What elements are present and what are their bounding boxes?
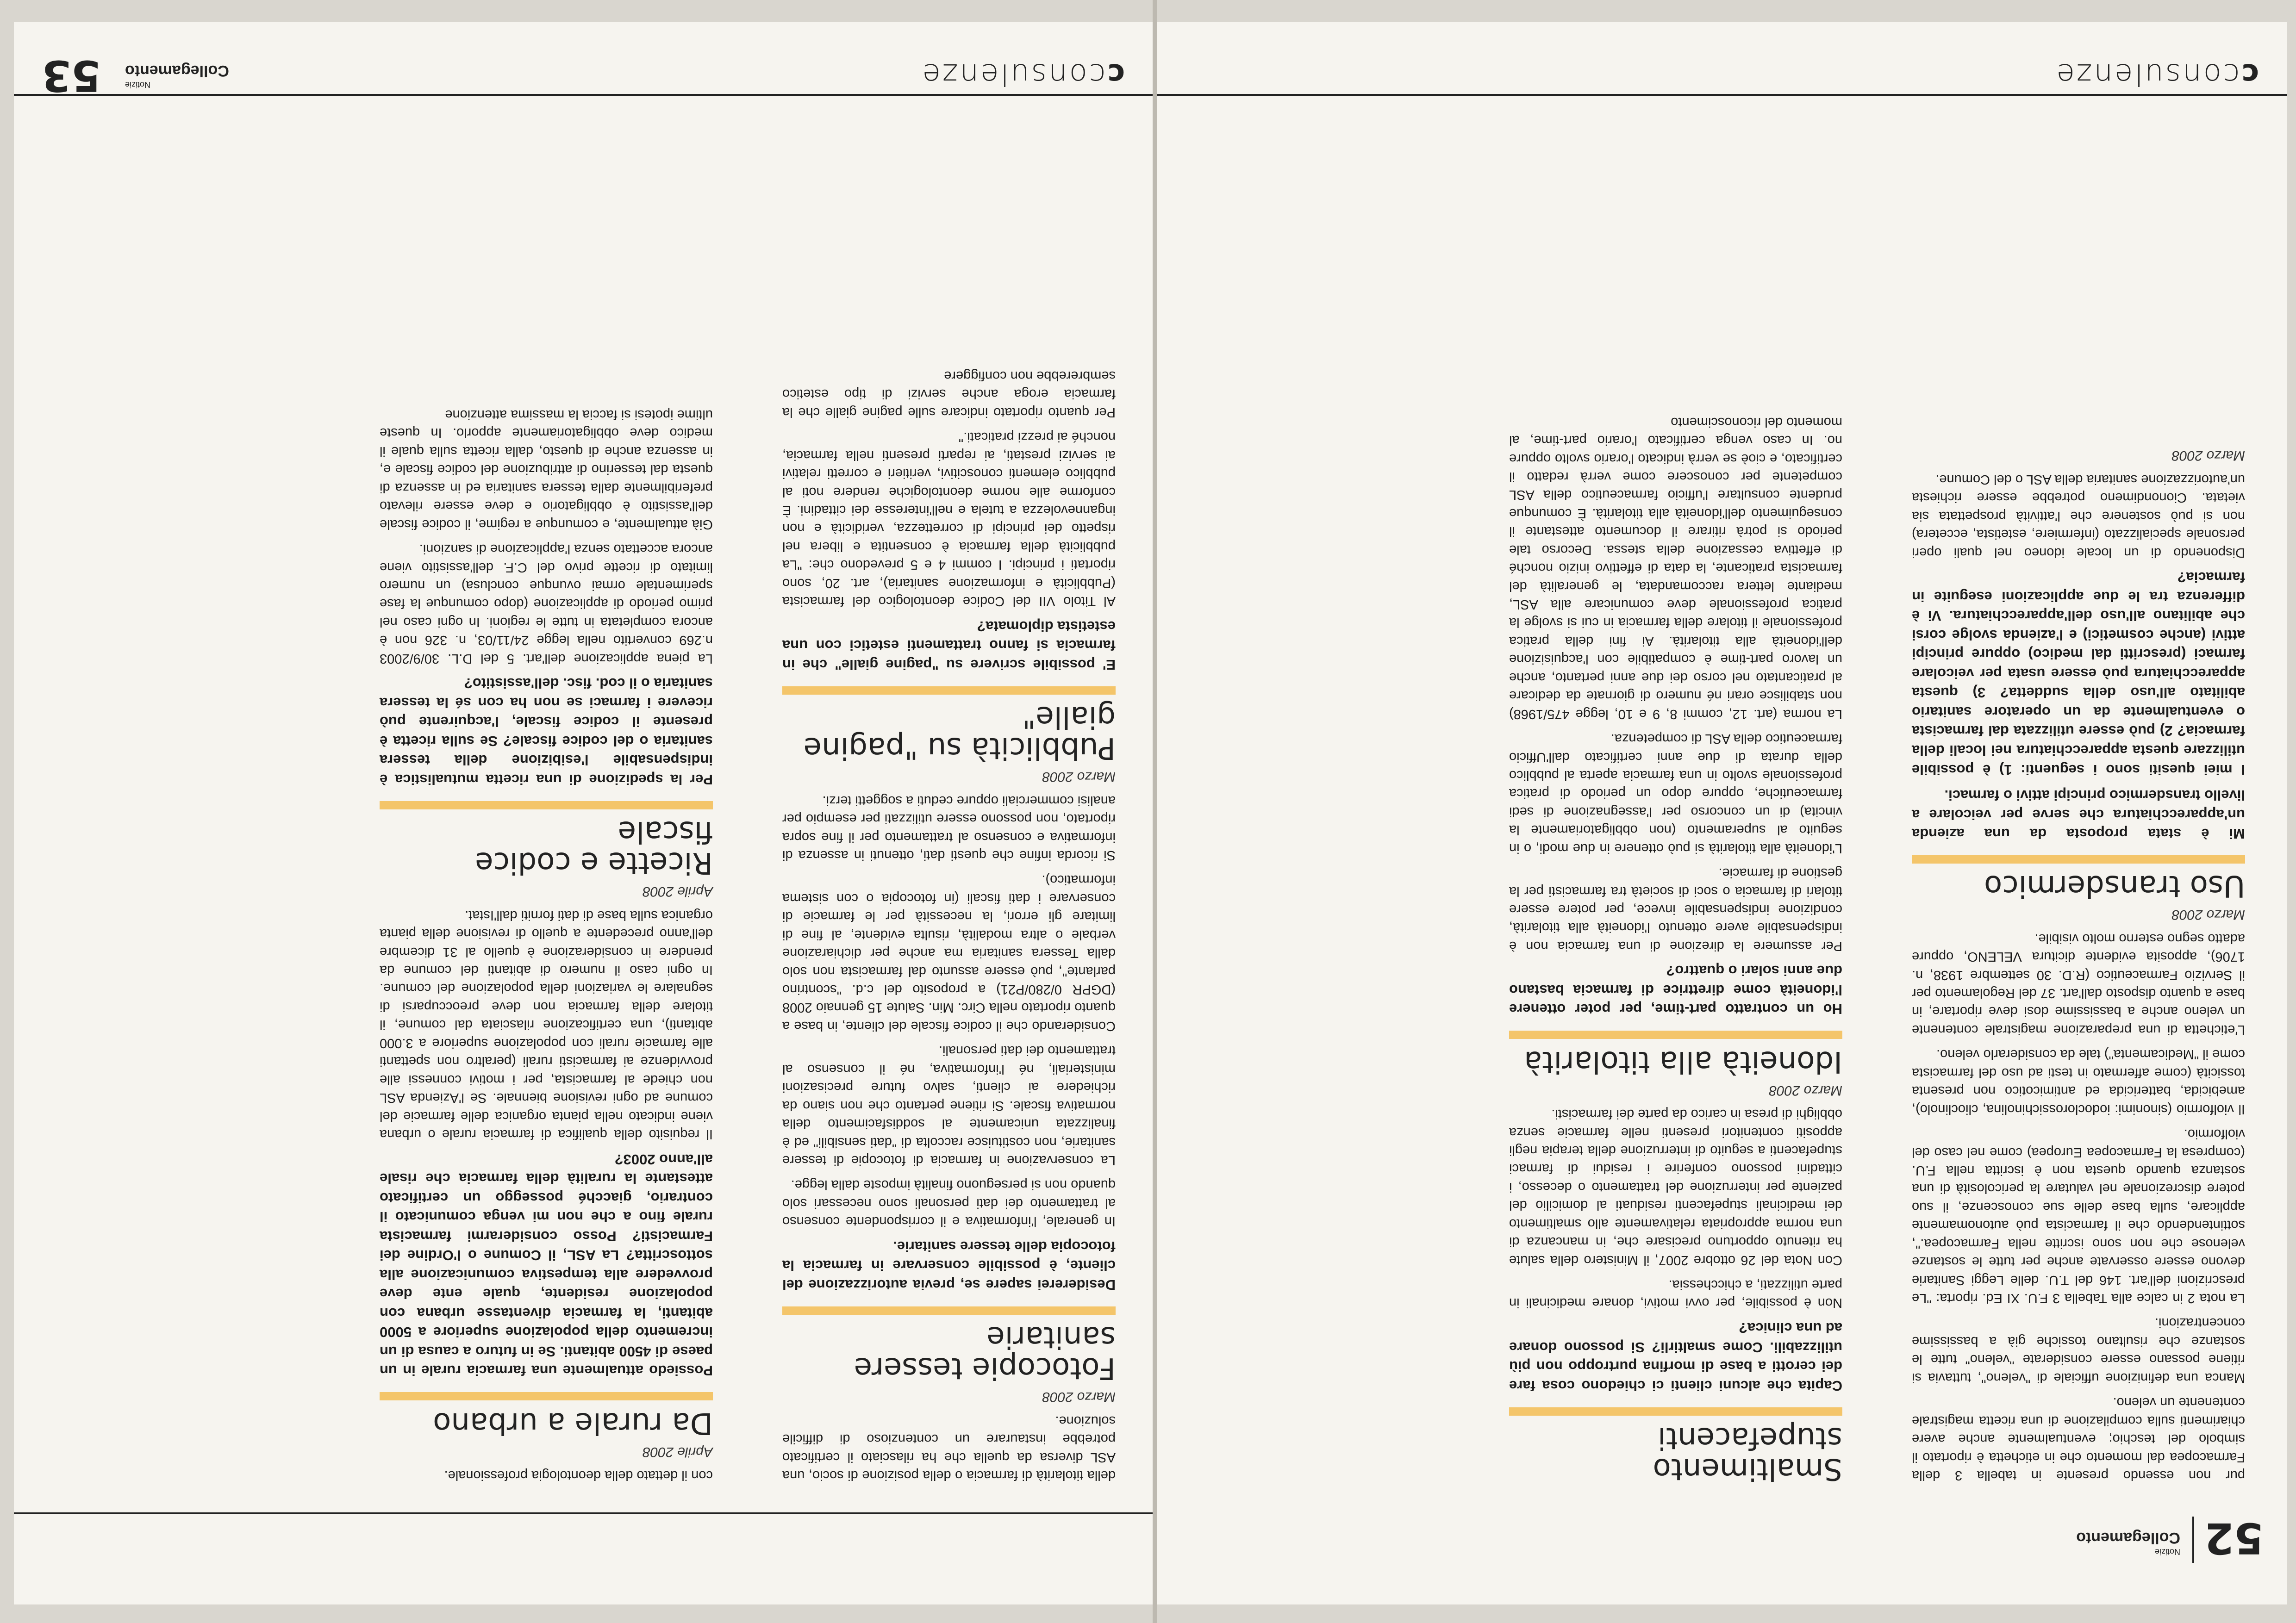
right-column-1 — [782, 360, 1116, 1484]
title-accent-bar — [380, 1392, 713, 1400]
magazine-title: Collegamento — [2076, 1529, 2180, 1547]
answer-paragraph: Al Titolo VII del Codice deontologico del farmacista (Pubblicità e informazione sanitaria), art. 20, sono riportati i principi. I commi 4 e 5 prevedono che: "La pubblicità della farmacia è consentita e libera nel rispetto dei principi di correttezza, veridicità e non ingannevolezza a tutela e nell'interesse dei cittadini. È conforme alle norme deontologiche rendere noti al pubblico elementi conoscitivi, veritieri e corretti relativi ai servizi prestati, ai reparti presenti nella farmacia, nonché ai prezzi praticati." — [782, 429, 1116, 609]
reader-question: I miei quesiti sono i seguenti: 1) è possibile utilizzare questa apparecchiatura nei locali della farmacia? 2) può essere utilizzata dal farmacista o eventualmente da un operatore sanitario abilitato all'uso della suddetta? 3) questa apparecchiatura può essere usata per veicolare farmaci (prescritti dal medico) oppure principi attivi (anche cosmetici) e l'azienda svolge corsi che abilitano all'uso dell'apparecchiatura. Vi è differenza tra le due applicazioni eseguite in farmacia? — [1912, 569, 2245, 778]
answer-paragraph: Per assumere la direzione di una farmacia non è indispensabile avere ottenuto l'idoneità alla titolarità, condizione indispensabile invece, per potere essere titolari di farmacia o soci di società tra farmacisti per la gestione di farmacie. — [1509, 865, 1842, 953]
section-label: cconsulenze — [2054, 57, 2259, 91]
answer-paragraph: Il violformio (sinonimi: iodoclorossichinolina, clioclinolo), amebicida, battericida ed antimicotico non presenta tossicità (come affermato in testi ad uso del farmacista come il "Medicamenta") tale da considerarlo veleno. — [1912, 1047, 2245, 1117]
page-number: 52 — [2204, 1513, 2264, 1563]
title-accent-bar — [1509, 1407, 1842, 1416]
section-label: cconsulenze — [920, 57, 1125, 91]
answer-paragraph: Con Nota del 26 ottobre 2007, il Ministero della salute ha ritenuto opportuno precisare che, in mancanza di una norma appropriata relativamente allo smaltimento dei medicinali stupefacenti residuati al domicilio del paziente per interruzione del trattamento o decesso, i cittadini possono conferire i residui di farmaci stupefacenti a seguito di interruzione della terapia negli appositi contenitori presenti nelle farmacie senza obblighi di presa in carico da parte dei farmacisti. — [1509, 1107, 1842, 1268]
answer-paragraph: con il dettato della deontologia professionale. — [444, 1468, 713, 1483]
answer-paragraph: pur non essendo presente in tabella 3 della Farmacopea dal momento che in etichetta è riportato il simbolo del teschio; eventualmente anche avere chiarimenti sulla compilazione di una ricetta magistrale contenente un veleno. — [1912, 1395, 2245, 1483]
article-title: Ricette e codice fiscale — [475, 815, 713, 880]
article-title: Smaltimento stupefacenti — [1653, 1420, 1842, 1486]
right-column-2 — [380, 399, 713, 1484]
answer-paragraph: La conservazione in farmacia di fotocopie di tessere sanitarie, non costituisce raccolta di "dati sensibili" ed è finalizzata unicamente al soddisfacimento della normativa fiscale. Si ritiene pertanto che non siano da richiedere ai clienti, salvo future precisazioni ministeriali, né l'informativa, né il consenso al trattamento dei dati personali. — [782, 1043, 1116, 1168]
page-footer — [1157, 59, 2287, 110]
article-title: Idoneità alla titolarità — [1524, 1044, 1842, 1079]
title-accent-bar — [782, 686, 1116, 695]
reader-question: Desidererei sapere se, previa autorizzazione del cliente, è possibile conservare in farmacia la fotocopia delle tessere sanitarie. — [782, 1238, 1116, 1293]
magazine-logo — [125, 62, 229, 89]
page-gutter — [1153, 0, 1157, 1623]
left-column-2 — [1509, 406, 1842, 1484]
left-column-1 — [1912, 442, 2245, 1485]
magazine-logo — [2076, 1529, 2180, 1556]
answer-paragraph: Manca una definizione ufficiale di "veleno", tuttavia si ritiene possano essere considerate "veleno" tutte le sostanze che risultano tossiche già a bassissime concentrazioni. — [1912, 1315, 2245, 1385]
article-title: Fotocopie tessere sanitarie — [854, 1320, 1116, 1386]
header-divider — [2192, 1517, 2194, 1563]
reader-question: E' possibile scrivere su "pagine gialle" che in farmacia si fanno trattamenti estetici con una estetista diplomata? — [782, 618, 1116, 673]
reader-question: Ho un contratto part-time, per poter ottenere l'idoneità come direttrice di farmacia bastano due anni solari o quattro? — [1509, 963, 1842, 1018]
footer-rule — [1157, 94, 2287, 96]
magazine-subtitle: Notizie — [125, 80, 151, 89]
article-date: Aprile 2008 — [643, 884, 713, 900]
answer-paragraph: La norma (art. 12, commi 8, 9 e 10, legge 475/1968) non stabilisce orari né numero di giornate da dedicare al praticantato nel corso dei due anni pertanto, anche un lavoro part-time è compatibile con l'acquisizione dell'idoneità alla titolarità. Ai fini della pratica professionale il titolare della farmacia in cui si svolge la pratica professionale deve comunicare alla ASL, mediante lettera raccomandata, le generalità del farmacista praticante, la data di effettivo inizio nonché di effettiva cessazione della stessa. Decorso tale periodo si potrà ritirare il documento attestante il conseguimento dell'idoneità alla titolarità. È comunque prudente consultare l'ufficio farmaceutico della ASL competente per conoscere come verrà redatto il certificato, e cioè se verrà indicato l'orario svolto oppure no. In caso venga certificato l'orario part-time, al momento del riconoscimento — [1509, 414, 1842, 721]
article-date: Marzo 2008 — [1042, 1389, 1116, 1405]
page-53 — [14, 22, 1153, 1604]
answer-paragraph: Già attualmente, e comunque a regime, il codice fiscale dell'assistito è obbligatorio e deve essere rilevato preferibilmente dalla tessera sanitaria ed in assenza di questa dal tesserino di attribuzione del codice fiscale e, in assenza anche di questo, dalla ricetta sulla quale il medico deve obbligatoriamente apporlo. In queste ultime ipotesi si faccia la massima attenzione — [380, 407, 713, 532]
article-title: Pubblicità su "pagine gialle" — [803, 700, 1116, 765]
page-number: 53 — [42, 51, 101, 100]
page-footer — [14, 51, 1153, 110]
answer-paragraph: La nota 2 in calce alla Tabella 3 F.U. XI Ed. riporta: "Le prescrizioni dell'art. 146 del T.U. delle Leggi Sanitarie devono essere osservate anche per tutte le sostanze velenose che non sono iscritte nella Farmacopea.", sottintendendo che il farmacista può autonomamente applicare, sulla base delle sue conoscenze, il suo potere discrezionale nel valutare la pericolosità di una sostanza quando questa non è iscritta nella F.U. (compresa la Farmacopea Europea) come nel caso del violformio. — [1912, 1126, 2245, 1306]
answer-paragraph: L'etichetta di una preparazione magistrale contenente un veleno anche a bassissime dosi deve riportare, in base a quanto disposto dall'art. 37 del Regolamento per il Servizio Farmaceutico (R.D. 30 settembre 1938, n. 1706), apposita evidente dicitura VELENO, oppure adatto segno esterno molto visibile. — [1912, 931, 2245, 1037]
reader-question: Per la spedizione di una ricetta mutualistica è indispensabile l'esibizione della tessera sanitaria o del codice fiscale? Se sulla ricetta è presente il codice fiscale, l'acquirente può ricevere i farmaci se non ha con sé la tessera sanitaria o il cod. fisc. dell'assistito? — [380, 675, 713, 788]
reader-question: Mi è stata proposta da una azienda un'apparecchiatura che serve per veicolare a livello transdermico principi attivi o farmaci. — [1912, 787, 2245, 842]
article-date: Marzo 2008 — [1042, 769, 1116, 785]
page-52 — [1157, 22, 2287, 1604]
article-date: Marzo 2008 — [2171, 448, 2245, 464]
title-accent-bar — [1509, 1031, 1842, 1039]
title-accent-bar — [782, 1306, 1116, 1315]
answer-paragraph: L'idoneità alla titolarità si può ottenere in due modi, o in seguito al superamento (non obbligatoriamente la vincita) di un concorso per l'assegnazione di sedi farmaceutiche, oppure dopo un periodo di pratica professionale svolto in una farmacia aperta al pubblico della durata di due anni certificato dall'Ufficio farmaceutico della ASL di competenza. — [1509, 731, 1842, 856]
article-title: Da rurale a urbano — [433, 1405, 713, 1440]
page-header — [1157, 1512, 2287, 1563]
article-date: Marzo 2008 — [1769, 1082, 1842, 1098]
title-accent-bar — [380, 801, 713, 809]
answer-paragraph: Considerando che il codice fiscale del cliente, in base a quanto riportato nella Circ. Min. Salute 15 gennaio 2008 (DGPR 0/280/P21) a proposito del c.d. "scontrino parlante", può essere assunto dal farmacista non solo dalla Tessera sanitaria ma anche per dichiarazione verbale o altra modalità, risulta evidente, al fine di limitare gli errori, la necessità per le farmacie di conservare i dati fiscali (in fotocopia o con sistema informatico). — [782, 872, 1116, 1033]
title-accent-bar — [1912, 855, 2245, 864]
page-header — [14, 1512, 1153, 1563]
reader-question: Possiedo attualmente una farmacia rurale in un paese di 4500 abitanti. Se in futuro a causa di un incremento della popolazione superiore a 5000 abitanti, la farmacia diventasse urbana con popolazione residente, quale ente deve provvedere alla tempestiva comunicazione alla sottoscritta? La ASL, il Comune o l'Ordine dei Farmacisti? Posso considerarmi farmacista rurale fino a che non mi venga comunicato il contrario, giacché posseggo un certificato attestante la ruralità della farmacia che risale all'anno 2003? — [380, 1151, 713, 1379]
article-date: Marzo 2008 — [2171, 907, 2245, 923]
answer-paragraph: della titolarità di farmacia o della posizione di socio, una ASL diversa da quella che ha rilasciato il certificato potrebbe instaurare un contenzioso di difficile soluzione. — [782, 1413, 1116, 1483]
answer-paragraph: Per quanto riportato indicare sulle pagine gialle che la farmacia eroga anche servizi di tipo estetico sembrerebbe non configgere — [782, 368, 1116, 420]
reader-question: Capita che alcuni clienti ci chiedono cosa fare dei cerotti a base di morfina purtroppo non più utilizzabili. Come smaltirli? Si possono donare ad una clinica? — [1509, 1320, 1842, 1394]
header-rule — [14, 1512, 1153, 1514]
magazine-subtitle: Notizie — [2154, 1547, 2180, 1556]
answer-paragraph: Il requisito della qualifica di farmacia rurale o urbana viene indicato nella pianta organica delle farmacie del comune ad ogni revisione biennale. Se l'Azienda ASL non chiede al farmacista, per i motivi connessi alle provvidenze ai farmacisti rurali (peraltro non spettanti alle farmacie rurali con popolazione superiore a 3.000 abitanti), una certificazione rilasciata dal comune, il titolare della farmacia non deve preoccuparsi di segnalare le variazioni della popolazione del comune. In ogni caso il numero di abitanti del comune da prendere in considerazione è quello al 31 dicembre dell'anno precedente a quello di revisione della pianta organica sulla base di dati forniti dall'Istat. — [380, 908, 713, 1142]
answer-paragraph: Si ricorda infine che questi dati, ottenuti in assenza di informativa e consenso al trattamento per il fine sopra riportato, non possono essere utilizzati per esempio per analisi commerciali oppure ceduti a soggetti terzi. — [782, 793, 1116, 863]
article-date: Aprile 2008 — [643, 1444, 713, 1460]
magazine-title: Collegamento — [125, 62, 229, 80]
footer-rule — [14, 94, 1153, 96]
answer-paragraph: In generale, l'informativa e il corrispondente consenso al trattamento dei dati personali sono necessari solo quando non si perseguono finalità imposte dalla legge. — [782, 1177, 1116, 1229]
article-title: Uso transdermico — [1984, 869, 2245, 903]
answer-paragraph: Disponendo di un locale idoneo nel quali operi personale specializzato (infermiere, estetista, eccetera) non si può sostenere che l'attività prospettata sia vietata. Cionondimeno potrebbe essere richiesta un'autorizzazione sanitaria della ASL o del Comune. — [1912, 472, 2245, 560]
answer-paragraph: Non è possibile, per ovvi motivi, donare medicinali in parte utilizzati, a chicchessia. — [1509, 1277, 1842, 1311]
answer-paragraph: La piena applicazione dell'art. 5 del D.L. 30/9/2003 n.269 convertito nella legge 24/11/03, n. 326 non è ancora completata in tutte le regioni. In ogni caso nel primo periodo di applicazione (dopo comunque la fase sperimentale ormai ovunque conclusa) un numero limitato di ricette privo del C.F. dell'assistito viene ancora accettato senza l'applicazione di sanzioni. — [380, 541, 713, 666]
